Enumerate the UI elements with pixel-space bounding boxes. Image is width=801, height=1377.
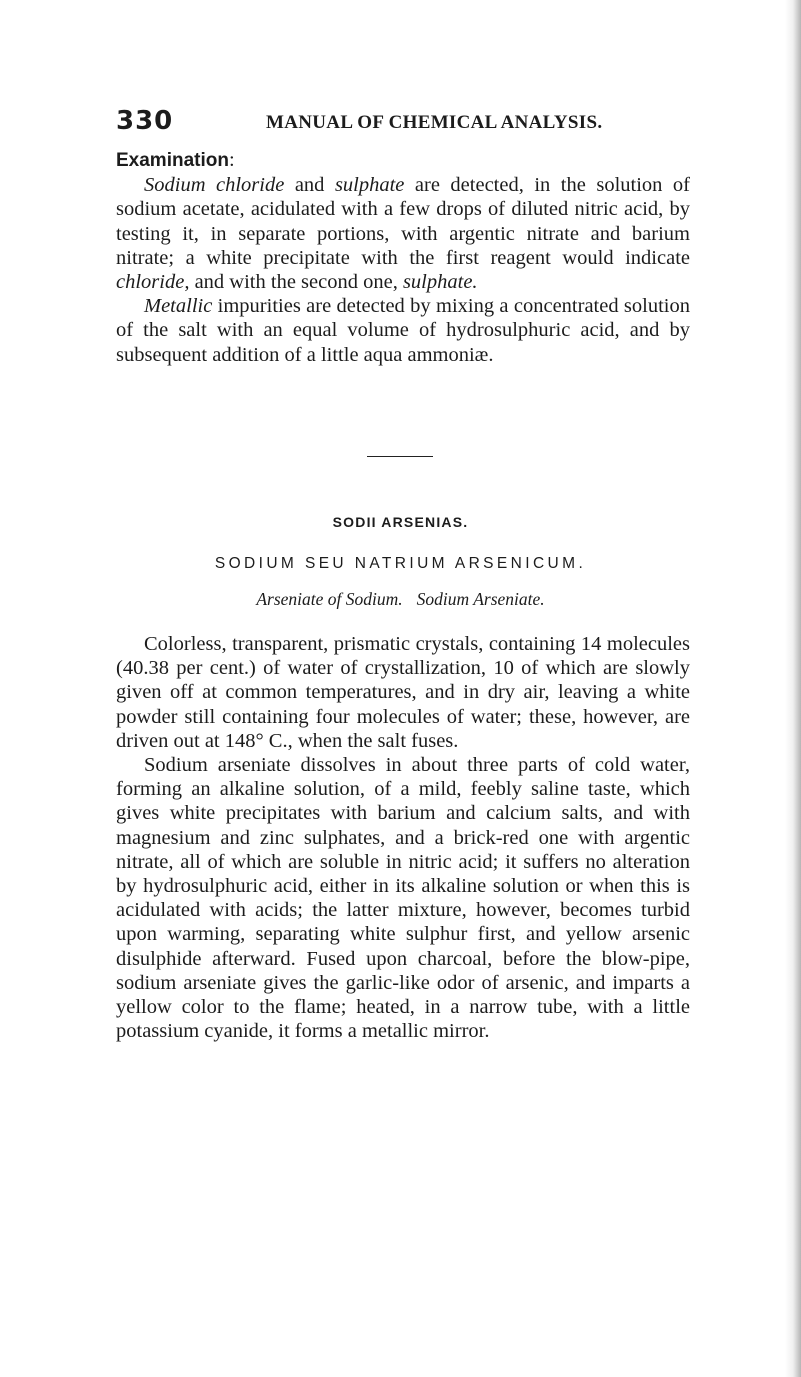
examination-heading-line bbox=[116, 148, 690, 173]
running-title: MANUAL OF CHEMICAL ANALYSIS. bbox=[266, 112, 603, 133]
examination-section bbox=[116, 148, 690, 367]
examination-heading-colon: : bbox=[228, 149, 235, 171]
description-section bbox=[116, 632, 690, 1043]
term-sulphate: sulphate bbox=[334, 174, 405, 197]
term-sulphate-2: sulphate. bbox=[402, 271, 478, 294]
synonym-1: Arseniate of Sodium. bbox=[256, 589, 403, 609]
synonym-2: Sodium Arseniate. bbox=[416, 589, 545, 609]
section-divider bbox=[367, 456, 433, 457]
section-subtitle: SODIUM SEU NATRIUM ARSENICUM. bbox=[214, 555, 587, 572]
section-synonyms bbox=[0, 589, 801, 610]
examination-heading: Examination bbox=[116, 150, 229, 171]
examination-paragraph-2: Metallic impurities are detected by mixing a concentrated solution of the salt with an equal volume of hydrosulphuric acid, and by subsequent addition of a little aqua ammoniæ. bbox=[116, 295, 690, 366]
term-metallic: Metallic bbox=[144, 295, 213, 318]
term-sodium-chloride: Sodium chloride bbox=[144, 174, 285, 197]
examination-paragraph-1: Sodium chloride and sulphate are detected, in the solution of sodium acetate, acidulated with a few drops of diluted nitric acid, by testing it, in separate portions, with argentic nitrate and barium nitrate; a white precipitate with the first reagent would indicate chloride, and with the second one, sulphate. bbox=[116, 174, 690, 294]
page-number: 330 bbox=[116, 106, 174, 136]
term-chloride: chloride, bbox=[116, 271, 190, 294]
description-paragraph-2: Sodium arseniate dissolves in about three parts of cold water, forming an alkaline solution, of a mild, feebly saline taste, which gives white precipitates with barium and calcium salts, and with magnesium and zinc sulphates, and a brick-red one with argentic nitrate, all of which are soluble in nitric acid; it suffers no alteration by hydrosulphuric acid, either in its alkaline solution or when this is acidulated with acids; the latter mixture, however, becomes turbid upon warming, separating white sulphur first, and yellow arsenic disulphide afterward. Fused upon charcoal, before the blow-pipe, sodium arseniate gives the garlic-like odor of arsenic, and imparts a yellow color to the flame; heated, in a narrow tube, with a little potassium cyanide, it forms a metallic mirror. bbox=[116, 754, 690, 1043]
section-title: SODII ARSENIAS. bbox=[332, 514, 469, 530]
page-edge-shadow bbox=[785, 0, 801, 1377]
page-header bbox=[116, 106, 686, 136]
description-paragraph-1: Colorless, transparent, prismatic crystals, containing 14 molecules (40.38 per cent.) of water of crystallization, 10 of which are slowly given off at common temperatures, and in dry air, leaving a white powder still containing four molecules of water; these, however, are driven out at 148° C., when the salt fuses. bbox=[116, 633, 690, 752]
